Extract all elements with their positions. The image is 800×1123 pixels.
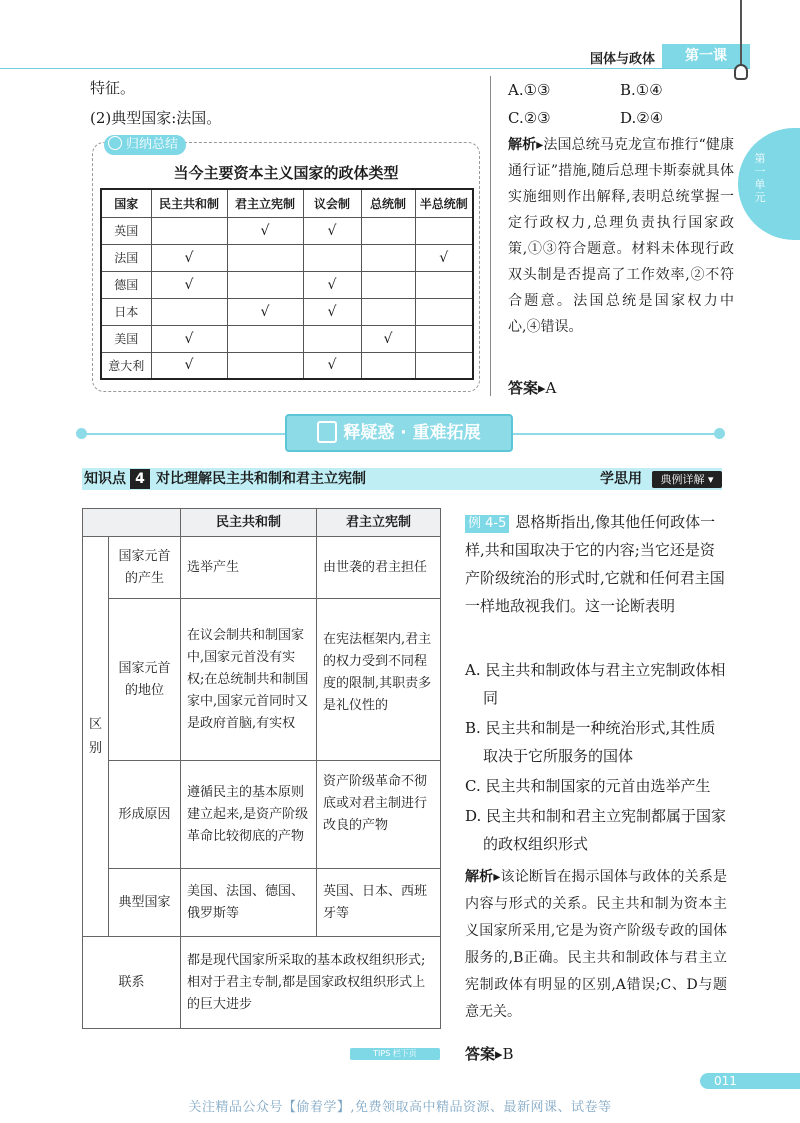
check-cell — [415, 271, 473, 298]
header-rule — [0, 68, 750, 69]
lightbulb-icon — [108, 136, 122, 150]
example-detail-button[interactable]: 典例详解 ▾ — [652, 471, 722, 488]
option-d: D. 民主共和制和君主立宪制都属于国家的政权组织形式 — [465, 807, 727, 853]
cell-republic: 遵循民主的基本原则建立起来,是资产阶级革命比较彻底的产物 — [181, 761, 317, 869]
column-header: 总统制 — [361, 189, 415, 217]
example-stem-text: 恩格斯指出,像其他任何政体一样,共和国取决于它的内容;当它还是资产阶级统治的形式时,它就和任何君主国一样地敌视我们。这一论断表明 — [465, 513, 725, 615]
check-cell — [361, 352, 415, 379]
column-divider — [490, 76, 491, 396]
check-cell — [227, 271, 303, 298]
row-label: 形成原因 — [109, 761, 181, 869]
column-header: 半总统制 — [415, 189, 473, 217]
row-label: 联系 — [83, 937, 181, 1029]
answer-block — [465, 1040, 727, 1068]
check-cell: √ — [303, 352, 361, 379]
analysis-block — [465, 864, 727, 1026]
column-header: 君主立宪制 — [227, 189, 303, 217]
section-banner-title: 释疑惑 · 重难拓展 — [343, 423, 481, 443]
check-cell — [361, 271, 415, 298]
question-icon — [317, 421, 337, 443]
country-cell: 意大利 — [101, 352, 151, 379]
table-header-row — [101, 189, 473, 217]
section-banner — [285, 414, 513, 452]
check-cell — [227, 244, 303, 271]
check-cell — [303, 325, 361, 352]
play-arrow-icon: ▸ — [493, 869, 501, 885]
group-label: 区别 — [83, 537, 109, 937]
table-row — [83, 761, 441, 869]
summary-tag — [104, 135, 186, 155]
cell-link: 都是现代国家所采取的基本政权组织形式;相对于君主专制,都是国家政权组织形式上的巨大进步 — [181, 937, 441, 1029]
answer-block — [508, 378, 556, 398]
page-number-bar — [700, 1073, 800, 1089]
check-cell — [415, 217, 473, 244]
table-row — [101, 298, 473, 325]
cell-monarchy: 在宪法框架内,君主的权力受到不同程度的限制,其职责多是礼仪性的 — [317, 599, 441, 761]
country-cell: 英国 — [101, 217, 151, 244]
analysis-block — [508, 132, 734, 340]
text-line: 特征。 — [90, 79, 136, 97]
check-cell: √ — [303, 217, 361, 244]
answer-value: B — [502, 1045, 514, 1063]
option-a: A. 民主共和制政体与君主立宪制政体相同 — [465, 661, 726, 707]
check-cell — [151, 217, 227, 244]
cell-republic: 在议会制共和制国家中,国家元首没有实权;在总统制共和制国家中,国家元首同时又是政府首脑,有实权 — [181, 599, 317, 761]
regime-type-table — [100, 188, 474, 380]
check-cell — [361, 217, 415, 244]
row-label: 典型国家 — [109, 869, 181, 937]
country-cell: 德国 — [101, 271, 151, 298]
check-cell — [227, 352, 303, 379]
answer-value: A — [545, 379, 557, 397]
country-cell: 日本 — [101, 298, 151, 325]
column-header: 君主立宪制 — [317, 509, 441, 537]
header-lesson: 第一课 — [662, 44, 750, 68]
example-tag — [465, 515, 509, 533]
knowledge-prefix: 知识点 — [84, 471, 126, 487]
check-cell — [227, 325, 303, 352]
option-c: C. 民主共和制国家的元首由选举产生 — [465, 777, 711, 795]
table-row — [101, 244, 473, 271]
check-cell: √ — [415, 244, 473, 271]
watermark-text: 关注精品公众号【偷着学】,免费领取高中精品资源、最新网课、试卷等 — [188, 1100, 612, 1115]
check-cell: √ — [303, 298, 361, 325]
unit-side-tab — [738, 128, 800, 240]
country-cell: 美国 — [101, 325, 151, 352]
check-cell — [151, 298, 227, 325]
table-row — [101, 352, 473, 379]
table-row — [83, 869, 441, 937]
unit-side-tab-label: 第一单元 — [754, 152, 766, 204]
tips-badge: TIPS 栏下页 — [350, 1048, 440, 1060]
check-cell: √ — [227, 298, 303, 325]
cell-republic: 选举产生 — [181, 537, 317, 599]
answer-label: 答案 — [508, 379, 539, 397]
check-cell: √ — [227, 217, 303, 244]
answer-label: 答案 — [465, 1045, 496, 1063]
summary-title: 当今主要资本主义国家的政体类型 — [173, 164, 399, 182]
table-header-row — [83, 509, 441, 537]
knowledge-heading — [84, 469, 366, 489]
knowledge-title: 对比理解民主共和制和君主立宪制 — [156, 471, 366, 487]
table-row — [83, 599, 441, 761]
table-row — [101, 271, 473, 298]
option-d: D.②④ — [620, 109, 664, 127]
example-stem — [465, 508, 727, 620]
cell-monarchy: 由世袭的君主担任 — [317, 537, 441, 599]
lightbulb-icon — [734, 64, 748, 80]
check-cell: √ — [151, 352, 227, 379]
cell-republic: 美国、法国、德国、俄罗斯等 — [181, 869, 317, 937]
analysis-text: 该论断旨在揭示国体与政体的关系是内容与形式的关系。民主共和制为资本主义国家所采用,它是为资产阶级专政的国体服务的,B正确。民主共和制政体与君主立宪制政体有明显的区别,A错误;C、D与题意无关。 — [465, 869, 728, 1020]
analysis-text: 法国总统马克龙宣布推行“健康通行证”措施,随后总理卡斯泰就具体实施细则作出解释,表明总统掌握一定行政权力,总理负责执行国家政策,①③符合题意。材料未体现行政双头制是否提高了工作效率,②不符合题意。法国总统是国家权力中心,④错误。 — [508, 137, 734, 335]
lamp-cord — [740, 0, 742, 66]
table-row — [83, 937, 441, 1029]
example-number: 4-5 — [485, 516, 507, 531]
option-a: A.①③ — [508, 81, 551, 99]
check-cell — [303, 244, 361, 271]
summary-tag-label: 归纳总结 — [126, 137, 179, 152]
check-cell: √ — [151, 325, 227, 352]
cell-monarchy: 英国、日本、西班牙等 — [317, 869, 441, 937]
play-arrow-icon: ▸ — [495, 1045, 503, 1063]
example-tag-text: 例 — [468, 516, 482, 531]
check-cell — [415, 325, 473, 352]
table-row — [101, 325, 473, 352]
comparison-table — [82, 508, 441, 1029]
row-label: 国家元首的产生 — [109, 537, 181, 599]
check-cell: √ — [361, 325, 415, 352]
option-c: C.②③ — [508, 109, 551, 127]
knowledge-number: 4 — [130, 469, 150, 489]
check-cell — [415, 352, 473, 379]
check-cell — [361, 298, 415, 325]
banner-dot — [714, 428, 725, 439]
analysis-label: 解析 — [465, 869, 494, 885]
column-header: 民主共和制 — [181, 509, 317, 537]
play-arrow-icon: ▸ — [536, 137, 544, 153]
country-cell: 法国 — [101, 244, 151, 271]
table-row — [101, 217, 473, 244]
option-b: B.①④ — [620, 81, 663, 99]
column-header: 民主共和制 — [151, 189, 227, 217]
check-cell — [361, 244, 415, 271]
analysis-label: 解析 — [508, 137, 537, 153]
row-label: 国家元首的地位 — [109, 599, 181, 761]
check-cell: √ — [303, 271, 361, 298]
play-arrow-icon: ▸ — [538, 379, 546, 397]
cell-monarchy: 资产阶级革命不彻底或对君主制进行改良的产物 — [317, 761, 441, 869]
page-number: 011 — [714, 1074, 737, 1088]
banner-dot — [76, 428, 87, 439]
column-header: 国家 — [101, 189, 151, 217]
header-subject: 国体与政体 — [590, 52, 656, 67]
check-cell: √ — [151, 271, 227, 298]
check-cell — [415, 298, 473, 325]
table-row — [83, 537, 441, 599]
option-b: B. 民主共和制是一种统治形式,其性质取决于它所服务的国体 — [465, 719, 716, 765]
corner-cell — [83, 509, 181, 537]
study-label: 学思用 — [600, 471, 642, 487]
text-line: (2)典型国家:法国。 — [90, 109, 222, 127]
check-cell: √ — [151, 244, 227, 271]
column-header: 议会制 — [303, 189, 361, 217]
